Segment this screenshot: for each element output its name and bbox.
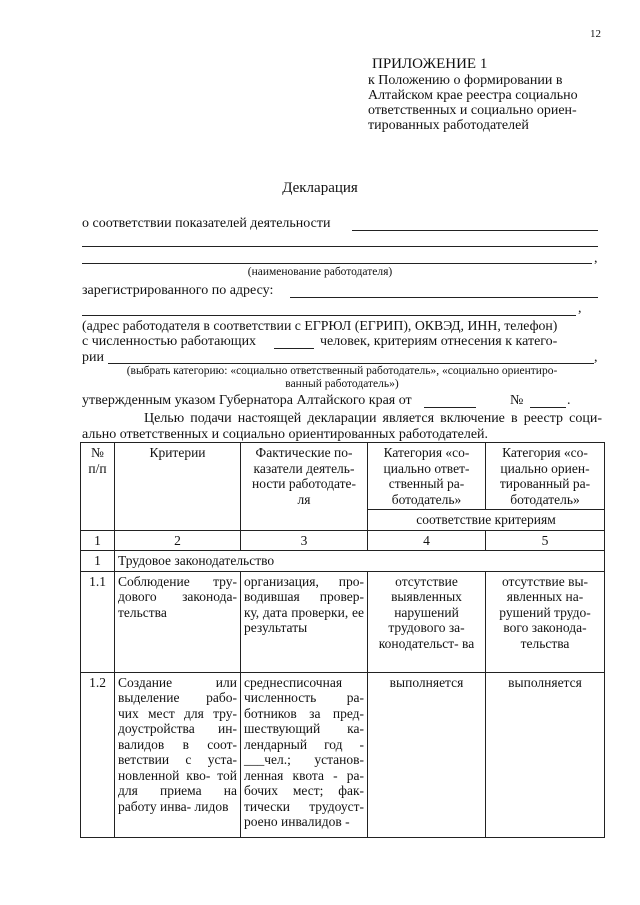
comma: ,: [594, 251, 598, 266]
decree-end: .: [567, 393, 571, 408]
purpose-line-1: Целью подачи настоящей декларации является включение в реестр соци-: [144, 411, 602, 426]
header-compliance: соответствие критериям: [368, 510, 605, 531]
column-number: 3: [241, 530, 368, 551]
employer-name-caption: (наименование работодателя): [247, 266, 393, 278]
purpose-line-2: ально ответственных и социально ориентированных работодателей.: [82, 427, 489, 442]
page-number: 12: [590, 28, 601, 40]
registered-address-label: зарегистрированного по адресу:: [82, 283, 274, 298]
comma: ,: [594, 350, 598, 365]
employer-name-field-line-3[interactable]: [82, 263, 592, 264]
column-number-row: [81, 530, 605, 551]
column-number: 4: [368, 530, 486, 551]
header-num: № п/п: [81, 443, 115, 531]
address-caption: (адрес работодателя в соответствии с ЕГРЮЛ (ЕГРИП), ОКВЭД, ИНН, телефон): [82, 318, 558, 333]
headcount-field[interactable]: [274, 348, 314, 349]
employer-name-field-line-2[interactable]: [82, 246, 598, 247]
appendix-subtitle-line: Алтайском крае реестра социально: [368, 88, 578, 103]
header-cat-responsible: Категория «со- циально ответ- ственный ра- ботодатель»: [368, 443, 486, 510]
column-number: 2: [115, 530, 241, 551]
employer-name-field[interactable]: [352, 230, 598, 231]
header-criteria: Критерии: [115, 443, 241, 531]
header-cat-oriented: Категория «со- циально ориен- тированный ра- ботодатель»: [486, 443, 605, 510]
row-actual: среднесписочная численность ра- ботников за пред- шествующий ка- лендарный год - ___чел.; установ- ленная квота - ра- бочих мест; фак- тически трудоуст- роено инвалидов -: [241, 672, 368, 837]
headcount-prefix: с численностью работающих: [82, 334, 257, 349]
column-number: 1: [81, 530, 115, 551]
decree-number-field[interactable]: [530, 407, 566, 408]
row-responsible: отсутствие выявленных нарушений трудового за- конодательст- ва: [368, 571, 486, 672]
comma: ,: [578, 301, 582, 316]
row-num: 1.2: [81, 672, 115, 837]
decree-text: утвержденным указом Губернатора Алтайского края от: [82, 393, 412, 408]
section-num: 1: [81, 551, 115, 572]
header-actual: Фактические по- казатели деятель- ности работодате- ля: [241, 443, 368, 531]
row-criteria: Соблюдение тру- дового законода- тельства: [115, 571, 241, 672]
declaration-title: Декларация: [282, 180, 358, 196]
table-row: [81, 672, 605, 837]
decree-number-sign: №: [510, 393, 524, 408]
table-row: [81, 571, 605, 672]
category-caption-1: (выбрать категорию: «социально ответственный работодатель», «социально ориентиро-: [126, 365, 558, 377]
appendix-subtitle-line: тированных работодателей: [368, 118, 529, 133]
row-oriented: выполняется: [486, 672, 605, 837]
appendix-subtitle-line: к Положению о формировании в: [368, 73, 563, 88]
section-title: Трудовое законодательство: [115, 551, 605, 572]
decree-date-field[interactable]: [424, 407, 476, 408]
column-number: 5: [486, 530, 605, 551]
criteria-table: [80, 442, 605, 838]
appendix-subtitle: [368, 73, 618, 133]
appendix-subtitle-line: ответственных и социально ориен-: [368, 103, 577, 118]
appendix-title: ПРИЛОЖЕНИЕ 1: [372, 56, 488, 72]
table-header-row: [81, 443, 605, 510]
row-actual: организация, про- водившая провер- ку, дата проверки, ее результаты: [241, 571, 368, 672]
row-criteria: Создание или выделение рабо- чих мест для тру- доустройства ин- валидов в соот- ветствии с уста- новленной кво- той для приема на работу инва- лидов: [115, 672, 241, 837]
category-caption-2: ванный работодатель»): [285, 378, 399, 390]
category-field[interactable]: [108, 363, 594, 364]
row-oriented: отсутствие вы- явленных на- рушений трудо- вого законода- тельства: [486, 571, 605, 672]
category-prefix: рии: [82, 350, 104, 365]
headcount-suffix: человек, критериям отнесения к катего-: [320, 334, 558, 349]
address-field-line-2[interactable]: [82, 315, 576, 316]
section-row: [81, 551, 605, 572]
row-responsible: выполняется: [368, 672, 486, 837]
row-num: 1.1: [81, 571, 115, 672]
address-field[interactable]: [290, 297, 598, 298]
compliance-label: о соответствии показателей деятельности: [82, 216, 331, 231]
